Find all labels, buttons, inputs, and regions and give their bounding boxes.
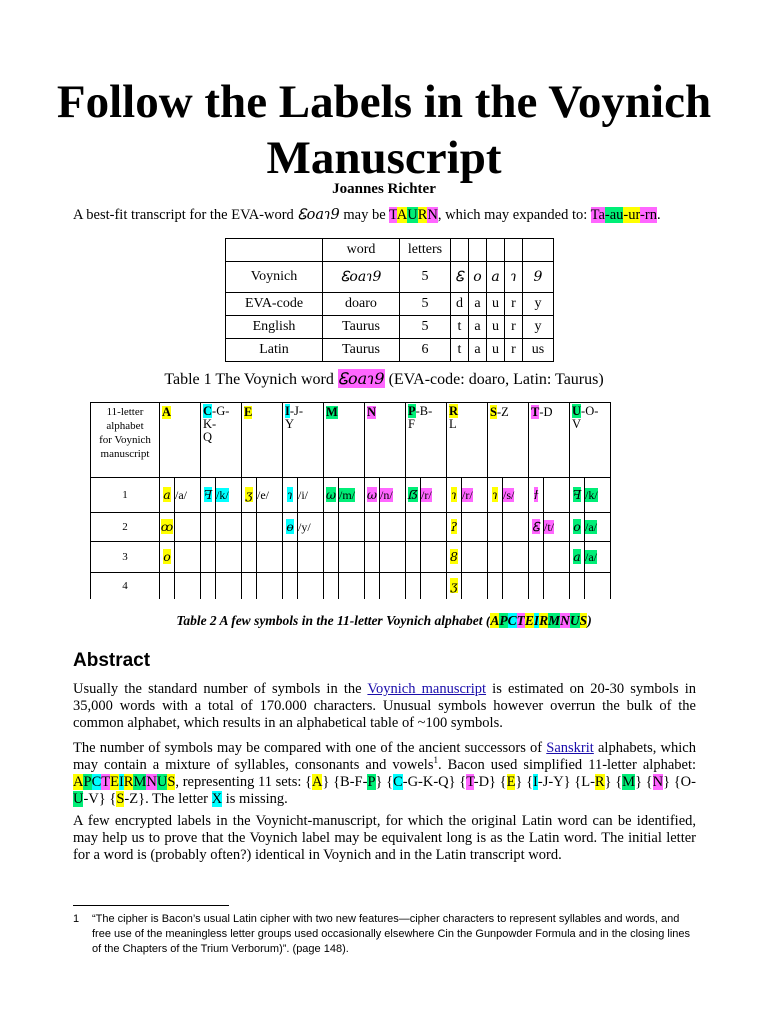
voynich-symbol: ʔ: [450, 519, 458, 534]
paragraph-2: The number of symbols may be compared with one of the ancient successors of Sanskrit alphabets, which may contain a mixture of syllables, consonants and vowels$^1$. Bacon used simplified 11-letter alphabet: APCTEIRMNUS, representing 11 sets: {A} {B-F-P} {C-G-K-Q} {T-D} {E} {I-J-Y} {L-R} {M} {N} {O-U-V} {S-Z}. The letter X is missing.: [73, 740, 696, 807]
caption-letter: M: [548, 613, 561, 628]
table-cell: Latin: [226, 339, 323, 362]
voynich-symbol: [283, 573, 298, 600]
set-letter: U: [73, 791, 84, 807]
header-letter: T: [531, 405, 540, 419]
corner-line: for Voynich: [99, 434, 151, 446]
caption-letter: U: [569, 613, 580, 628]
voynich-symbol: ɿ: [492, 487, 498, 502]
header-letter: M: [326, 405, 338, 419]
table-cell: a: [469, 316, 487, 339]
table-cell: a: [469, 293, 487, 316]
sound-value: [462, 542, 488, 573]
expanded-part: -ur: [623, 207, 641, 223]
apcteirmnus-inline: [73, 774, 175, 790]
voynich-symbol: [570, 573, 585, 600]
voynich-symbol: [324, 573, 339, 600]
sound-value: /n/: [380, 487, 393, 502]
voynich-symbol: Ꮛ: [532, 519, 540, 534]
voynich-symbol: ɿ: [451, 487, 457, 502]
header-letter: Q: [203, 430, 213, 444]
table-voynich-word: [225, 238, 554, 362]
sound-value: /r/: [421, 487, 432, 502]
table-cell: 6: [400, 339, 451, 362]
table-cell: t: [451, 339, 469, 362]
header-letter: R: [449, 404, 459, 418]
table-cell: a: [487, 262, 505, 293]
corner-line: alphabet: [106, 420, 144, 432]
header-letter: E: [244, 405, 253, 419]
inline-letter: I: [118, 774, 124, 790]
caption-letter: E: [524, 613, 534, 628]
caption-text: ): [587, 613, 592, 628]
set-letter: T: [466, 774, 474, 790]
taurn-letter: A: [396, 207, 408, 223]
sound-value: [544, 573, 570, 600]
header-letter: -O-: [581, 404, 599, 418]
voynich-symbol: o: [573, 519, 581, 534]
expanded-part: -rn: [640, 207, 657, 223]
row-number: 2: [91, 513, 160, 542]
sound-value: [421, 542, 447, 573]
header-letter: C: [203, 404, 213, 418]
sound-value: [544, 478, 570, 513]
paragraph-text: alphabets, which may contain a mixture of syllables, consonants and vowels: [73, 740, 696, 773]
header-p: [406, 403, 447, 478]
header-e: [242, 403, 283, 478]
sound-value: /r/: [462, 487, 473, 502]
table-cell: d: [451, 293, 469, 316]
voynich-symbol: [406, 573, 421, 600]
apcteirmnus-word: [490, 613, 587, 628]
paragraph-text: -J-Y} {L-: [537, 774, 595, 790]
paragraph-text: . Bacon used simplified 11-letter alphabet:: [437, 757, 696, 773]
expanded-part: Ta: [590, 207, 605, 223]
sound-value: [175, 542, 201, 573]
voynich-symbol: ẞ: [407, 487, 419, 502]
intro-line: [73, 207, 713, 224]
table-cell: r: [505, 339, 523, 362]
table-header-letters: letters: [400, 239, 451, 262]
caption-letter: P: [499, 613, 508, 628]
table-cell: ɿ: [505, 262, 523, 293]
inline-letter: R: [123, 774, 134, 790]
sound-value: [503, 573, 529, 600]
table-header-word: word: [323, 239, 400, 262]
sound-value: [298, 573, 324, 600]
taurn-word: [389, 207, 438, 223]
set-letter: R: [594, 774, 605, 790]
table-cell: a: [469, 339, 487, 362]
voynich-symbol: [283, 542, 298, 573]
voynich-symbol: [242, 573, 257, 600]
table-row: [91, 542, 611, 573]
set-letter: E: [506, 774, 516, 790]
table-cell: 9: [523, 262, 554, 293]
set-letter: N: [652, 774, 664, 790]
table-11-letter-alphabet: [90, 402, 611, 599]
footnote-ref[interactable]: 1: [433, 755, 438, 766]
intro-text-1: A best-fit transcript for the EVA-word: [73, 207, 298, 223]
header-letter: -D: [539, 405, 553, 419]
caption-text: Table 1 The Voynich word: [164, 371, 338, 388]
sound-value: [339, 542, 365, 573]
paragraph-text: Usually the standard number of symbols in the: [73, 681, 368, 697]
taurn-letter: N: [427, 207, 438, 223]
footnote: [73, 912, 693, 957]
header-u: [570, 403, 611, 478]
inline-letter: N: [146, 774, 157, 790]
paragraph-text: The number of symbols may be compared with one of the ancient successors of: [73, 740, 547, 756]
sound-value: [216, 513, 242, 542]
table-cell: r: [505, 316, 523, 339]
voynich-glyph-word: Ꮛoaɿ9: [297, 207, 340, 223]
set-letter: M: [622, 774, 636, 790]
sound-value: [503, 513, 529, 542]
inline-letter: E: [110, 774, 119, 790]
table-cell: English: [226, 316, 323, 339]
row-number: 3: [91, 542, 160, 573]
voynich-symbol: ϯ: [533, 487, 539, 502]
header-letter: -B-: [415, 404, 433, 418]
voynich-symbol: [406, 542, 421, 573]
paragraph-text: } {: [515, 774, 534, 790]
table-row: [91, 478, 611, 513]
header-t: [529, 403, 570, 478]
table-row: [91, 513, 611, 542]
inline-letter: P: [83, 774, 92, 790]
table-cell: Taurus: [323, 339, 400, 362]
table-cell: Taurus: [323, 316, 400, 339]
sound-value: [175, 513, 201, 542]
table-cell: 5: [400, 293, 451, 316]
caption-letter: S: [579, 613, 588, 628]
table-row: [226, 239, 554, 262]
header-letter: K-: [203, 417, 217, 431]
sound-value: [462, 573, 488, 600]
sound-value: [339, 513, 365, 542]
voynich-symbol: ω: [325, 487, 337, 502]
header-letter: Y: [285, 417, 295, 431]
voynich-symbol: [365, 573, 380, 600]
set-letter: A: [311, 774, 323, 790]
table-cell: [505, 239, 523, 262]
corner-line: manuscript: [100, 448, 150, 460]
table-row: [226, 262, 554, 293]
sound-value: /a/: [585, 549, 597, 564]
voynich-symbol: 8: [450, 549, 458, 564]
sound-value: /t/: [544, 519, 555, 534]
voynich-symbol: [201, 542, 216, 573]
set-letter: S: [116, 791, 125, 807]
paragraph-text: , representing 11 sets: {: [175, 774, 312, 790]
set-letter: P: [367, 774, 376, 790]
row-number: 4: [91, 573, 160, 600]
sound-value: [380, 542, 406, 573]
sound-value: [544, 542, 570, 573]
sound-value: [257, 573, 283, 600]
sound-value: [585, 573, 611, 600]
paragraph-text: } {: [635, 774, 653, 790]
header-letter: N: [367, 405, 377, 419]
voynich-symbol: [201, 513, 216, 542]
table-cell: u: [487, 293, 505, 316]
caption-text: Table 2 A few symbols in the 11-letter Voynich alphabet (: [176, 613, 491, 628]
voynich-symbol: [324, 542, 339, 573]
voynich-symbol: [160, 573, 175, 600]
sound-value: /m/: [339, 487, 356, 502]
sound-value: /k/: [585, 487, 598, 502]
voynich-symbol: [365, 542, 380, 573]
set-letter: C: [393, 774, 403, 790]
paragraph-text: is estimated on 20-30 symbols in 35,000 words with a total of 170.000 characters. Unusual symbols however overrun the bulk of the common alphabet, which results in an alphabetical table of ~100 symbols.: [73, 681, 697, 731]
header-c: [201, 403, 242, 478]
inline-letter: T: [101, 774, 111, 790]
table-cell: Voynich: [226, 262, 323, 293]
table-row: [91, 403, 611, 478]
sound-value: /y/: [298, 513, 324, 542]
set-letter: I: [533, 774, 538, 790]
header-letter: -J-: [289, 404, 304, 418]
header-letter: A: [162, 405, 172, 419]
paragraph-text: } {O-: [663, 774, 696, 790]
voynich-symbol: o: [163, 549, 171, 564]
table-cell: [487, 239, 505, 262]
table-cell: y: [523, 293, 554, 316]
footnote-text: “The cipher is Bacon’s usual Latin cipher with two new features—cipher characters to represent syllables and words, and free use of the meaningless letter groups used occasionally elsewhere Cin the Gunpowder Formula and in the closing lines of the Chapters of the Trium Verborum)”. (page 148).: [92, 913, 691, 955]
expanded-word: [591, 207, 657, 223]
header-letter: -G-: [212, 404, 230, 418]
sound-value: [421, 513, 447, 542]
table-cell: u: [487, 316, 505, 339]
sound-value: [216, 542, 242, 573]
table-cell: [523, 239, 554, 262]
table-cell: EVA-code: [226, 293, 323, 316]
voynich-symbol: [488, 573, 503, 600]
inline-letter: A: [73, 774, 84, 790]
voynich-symbol: [242, 513, 257, 542]
header-letter: L: [449, 417, 457, 431]
table-cell: t: [451, 316, 469, 339]
inline-letter: S: [167, 774, 176, 790]
intro-text-3: , which may expanded to:: [437, 207, 591, 223]
voynich-symbol: ꟻ: [572, 487, 582, 502]
caption-glyph: Ꮛoaɿ9: [337, 369, 385, 388]
sound-value: [257, 542, 283, 573]
paragraph-text: -D} {: [473, 774, 507, 790]
header-r: [447, 403, 488, 478]
sound-value: [216, 573, 242, 600]
voynich-symbol: [488, 542, 503, 573]
voynich-symbol: ɿ: [287, 487, 293, 502]
header-a: [160, 403, 201, 478]
table-cell: [469, 239, 487, 262]
sound-value: [339, 573, 365, 600]
header-letter: V: [572, 417, 582, 431]
paragraph-text: is missing.: [222, 791, 288, 807]
table-row: [226, 316, 554, 339]
voynich-symbol: ʒ: [450, 578, 458, 593]
table-cell: o: [469, 262, 487, 293]
sound-value: [380, 513, 406, 542]
table-cell: us: [523, 339, 554, 362]
table-row: [226, 339, 554, 362]
inline-letter: M: [133, 774, 147, 790]
table-cell: u: [487, 339, 505, 362]
caption-letter: I: [533, 613, 540, 628]
inline-letter: C: [91, 774, 102, 790]
sanskrit-link[interactable]: Sanskrit: [546, 740, 594, 756]
sound-value: /a/: [585, 519, 597, 534]
paragraph-text: -V} {: [83, 791, 117, 807]
corner-line: 11-letter: [106, 406, 144, 418]
sound-value: /a/: [175, 478, 201, 513]
voynich-manuscript-link[interactable]: Voynich manuscript: [367, 681, 487, 697]
header-n: [365, 403, 406, 478]
paragraph-text: } {: [375, 774, 394, 790]
caption-letter: T: [516, 613, 525, 628]
voynich-symbol: [201, 573, 216, 600]
expanded-part: -au: [604, 207, 624, 223]
taurn-letter: T: [389, 207, 397, 223]
document-title: Follow the Labels in the Voynich Manuscript: [56, 76, 712, 184]
sound-value: /k/: [216, 487, 229, 502]
table-cell: [451, 239, 469, 262]
caption-letter: C: [507, 613, 517, 628]
voynich-symbol: ꟻ: [203, 487, 213, 502]
table-cell: [226, 239, 323, 262]
sound-value: [298, 542, 324, 573]
paragraph-3: A few encrypted labels in the Voynicht-manuscript, for which the original Latin word can be identified, may help us to prove that the Voynich label may be equivalent long is as the Latin word. The initial letter for a word is (probably often?) identical in Voynich and in the Latin transcript word.: [73, 813, 696, 863]
header-letter: P: [408, 404, 416, 418]
sound-value: [175, 573, 201, 600]
table-cell: 5: [400, 316, 451, 339]
voynich-symbol: [488, 513, 503, 542]
voynich-symbol: [529, 542, 544, 573]
table-cell: Ꮛoaɿ9: [323, 262, 400, 293]
header-letter: I: [285, 404, 290, 418]
footnote-divider: [73, 905, 229, 906]
header-letter: -Z: [496, 405, 509, 419]
header-m: [324, 403, 365, 478]
table1-caption: [0, 369, 768, 389]
table-cell: r: [505, 293, 523, 316]
voynich-symbol: [529, 573, 544, 600]
sound-value: /s/: [503, 487, 515, 502]
taurn-letter: R: [417, 207, 428, 223]
taurn-letter: U: [407, 207, 418, 223]
voynich-symbol: ω: [366, 487, 378, 502]
inline-letter: U: [156, 774, 168, 790]
header-s: [488, 403, 529, 478]
table-cell: y: [523, 316, 554, 339]
paragraph-text: } {: [604, 774, 623, 790]
voynich-symbol: ɵ: [286, 519, 294, 534]
footnote-number: 1: [73, 913, 80, 925]
table-row: [91, 573, 611, 600]
sound-value: [462, 513, 488, 542]
paragraph-text: {B-F-: [329, 774, 368, 790]
missing-letter-x: X: [211, 791, 223, 807]
voynich-symbol: [365, 513, 380, 542]
voynich-symbol: [242, 542, 257, 573]
table-corner: [91, 403, 160, 478]
table-cell: Ꮛ: [451, 262, 469, 293]
abstract-heading: Abstract: [73, 650, 151, 671]
table-cell: 5: [400, 262, 451, 293]
sound-value: [421, 573, 447, 600]
caption-letter: A: [490, 613, 500, 628]
intro-text-4: .: [656, 207, 661, 223]
caption-letter: R: [539, 613, 549, 628]
header-letter: S: [490, 405, 497, 419]
voynich-symbol: ʒ: [245, 487, 253, 502]
voynich-symbol: [324, 513, 339, 542]
sound-value: /e/: [257, 478, 283, 513]
paragraph-1: [73, 681, 696, 732]
voynich-symbol: a: [163, 487, 171, 502]
row-number: 1: [91, 478, 160, 513]
table-row: [226, 293, 554, 316]
voynich-symbol: ꝏ: [160, 519, 174, 534]
table2-caption: [0, 613, 768, 629]
caption-text: (EVA-code: doaro, Latin: Taurus): [384, 371, 604, 388]
voynich-symbol: a: [573, 549, 581, 564]
sound-value: [380, 573, 406, 600]
voynich-symbol: [406, 513, 421, 542]
author-name: Joannes Richter: [332, 181, 436, 197]
intro-text-2: may be: [339, 207, 390, 223]
header-letter: F: [408, 417, 415, 431]
sound-value: /i/: [298, 478, 324, 513]
header-letter: U: [572, 404, 582, 418]
caption-letter: N: [560, 613, 570, 628]
paragraph-text: -G-K-Q} {: [402, 774, 467, 790]
paragraph-text: -Z}. The letter: [124, 791, 212, 807]
table-cell: doaro: [323, 293, 400, 316]
sound-value: [257, 513, 283, 542]
sound-value: [503, 542, 529, 573]
header-i: [283, 403, 324, 478]
